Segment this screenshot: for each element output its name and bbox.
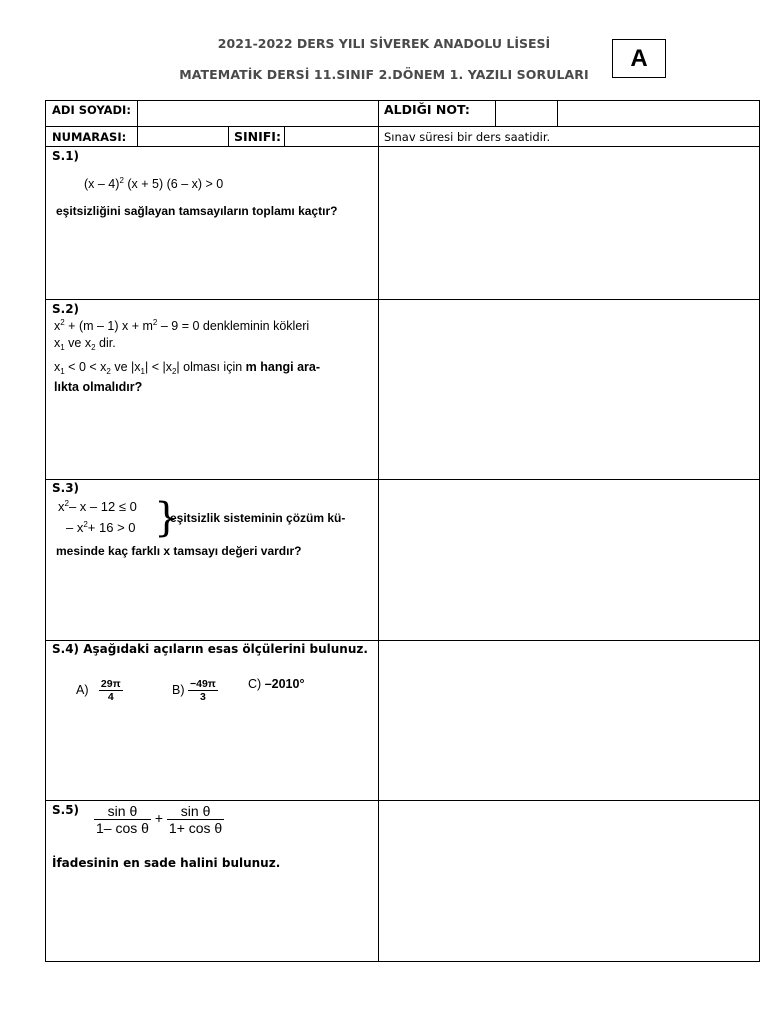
q5-expression: $\frac{\text{sin θ}}{\text{1– cos θ}}$ + $\frac{\text{sin θ}}{\text{1+ cos θ}}$ <box>96 803 223 836</box>
q3-ineq-1: $x^2-$ x – 12 ≤ 0 <box>58 499 137 514</box>
q3-text-1: eşitsizlik sisteminin çözüm kü- <box>170 511 346 525</box>
q5-label: S.5) <box>52 803 80 817</box>
number-label: NUMARASI: <box>52 130 127 144</box>
q4-option-b: B) $\frac{-49\pi}{3}$ <box>172 678 216 703</box>
q1-label: S.1) <box>52 149 80 163</box>
q2-condition: $x_1 < 0 < x_2$ ve $|x_1| < |x_2|$ olması için m hangi ara- <box>54 360 320 376</box>
q4-option-a: A) $\frac{29\pi}{4}$ <box>76 678 121 703</box>
exam-variant-box: A <box>612 39 666 78</box>
name-label: ADI SOYADI: <box>52 103 131 117</box>
q4-option-c: C) –2010° <box>248 677 305 691</box>
q2-roots-line: $x_1$ ve $x_2$ dir. <box>54 336 116 352</box>
q3-label: S.3) <box>52 481 80 495</box>
q2-question: lıkta olmalıdır? <box>54 380 143 394</box>
q2-equation: $x^2 + (m - 1) x + m^2 - 9 = 0$ denkleminin kökleri <box>54 318 310 333</box>
class-label: SINIFI: <box>234 129 281 144</box>
school-title: 2021-2022 DERS YILI SİVEREK ANADOLU LİSESİ <box>217 36 551 51</box>
q4-label: S.4) Aşağıdaki açıların esas ölçülerini bulunuz. <box>52 642 368 656</box>
q3-text-2: mesinde kaç farklı x tamsayı değeri vardır? <box>56 544 302 558</box>
q1-text: eşitsizliğini sağlayan tamsayıların toplamı kaçtır? <box>56 204 338 218</box>
q5-text: İfadesinin en sade halini bulunuz. <box>52 856 281 870</box>
q1-expression: (x – 4)$^2$ (x + 5) (6 – x) > 0 <box>84 176 224 191</box>
q3-brace: } <box>154 495 180 541</box>
grade-label: ALDIĞI NOT: <box>384 102 470 117</box>
q2-label: S.2) <box>52 302 80 316</box>
q3-ineq-2: – $x^2+ 16 > 0$ <box>66 520 136 535</box>
duration-note: Sınav süresi bir ders saatidir. <box>384 130 551 144</box>
exam-title: MATEMATİK DERSİ 11.SINIF 2.DÖNEM 1. YAZILI SORULARI <box>179 67 589 82</box>
